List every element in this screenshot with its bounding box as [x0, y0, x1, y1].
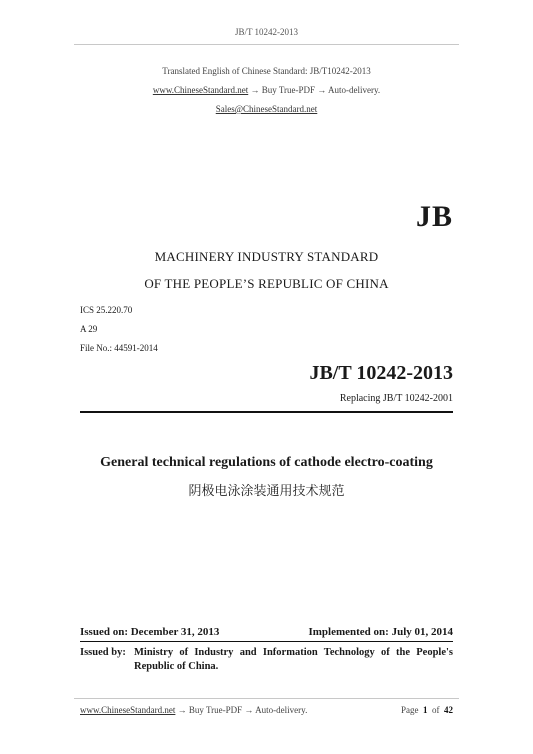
issued-date: Issued on: December 31, 2013	[80, 626, 220, 638]
issued-by-text: Ministry of Industry and Information Technology of the People's Republic of China.	[134, 647, 453, 672]
page-number: 1	[423, 705, 428, 715]
header-divider	[74, 44, 459, 45]
footer-purchase-line	[80, 705, 307, 715]
translation-notice: Translated English of Chinese Standard: JB/T10242-2013	[162, 66, 371, 76]
footer-purchase-text: → Buy True-PDF → Auto-delivery.	[175, 705, 308, 715]
footer-divider	[74, 698, 459, 699]
issued-by	[80, 646, 453, 674]
email-line	[0, 104, 533, 114]
purchase-line	[0, 85, 533, 95]
purchase-text: → Buy True-PDF → Auto-delivery.	[248, 85, 381, 95]
standard-name-line1: MACHINERY INDUSTRY STANDARD	[154, 249, 379, 264]
classification-code: A 29	[80, 324, 98, 334]
standard-logo: JB	[415, 200, 453, 233]
title-chinese: 阴极电泳涂装通用技术规范	[188, 484, 345, 499]
site-link[interactable]: www.ChineseStandard.net	[152, 85, 249, 95]
page-indicator	[401, 705, 453, 715]
email-link[interactable]: Sales@ChineseStandard.net	[215, 104, 318, 114]
standard-name-line2: OF THE PEOPLE’S REPUBLIC OF CHINA	[144, 276, 389, 291]
title-divider	[80, 411, 453, 413]
dates-divider	[80, 641, 453, 642]
issued-by-label: Issued by:	[80, 647, 126, 658]
page-total: 42	[444, 705, 453, 715]
page-label: Page	[401, 705, 419, 715]
running-header: JB/T 10242-2013	[234, 27, 299, 37]
implemented-date: Implemented on: July 01, 2014	[308, 626, 453, 638]
footer-site-link[interactable]: www.ChineseStandard.net	[80, 705, 176, 715]
file-number: File No.: 44591-2014	[80, 343, 158, 353]
ics-code: ICS 25.220.70	[80, 305, 133, 315]
standard-code: JB/T 10242-2013	[309, 362, 453, 384]
of-label: of	[432, 705, 440, 715]
replacing-code: Replacing JB/T 10242-2001	[339, 393, 453, 404]
title-english: General technical regulations of cathode electro-coating	[100, 455, 433, 470]
